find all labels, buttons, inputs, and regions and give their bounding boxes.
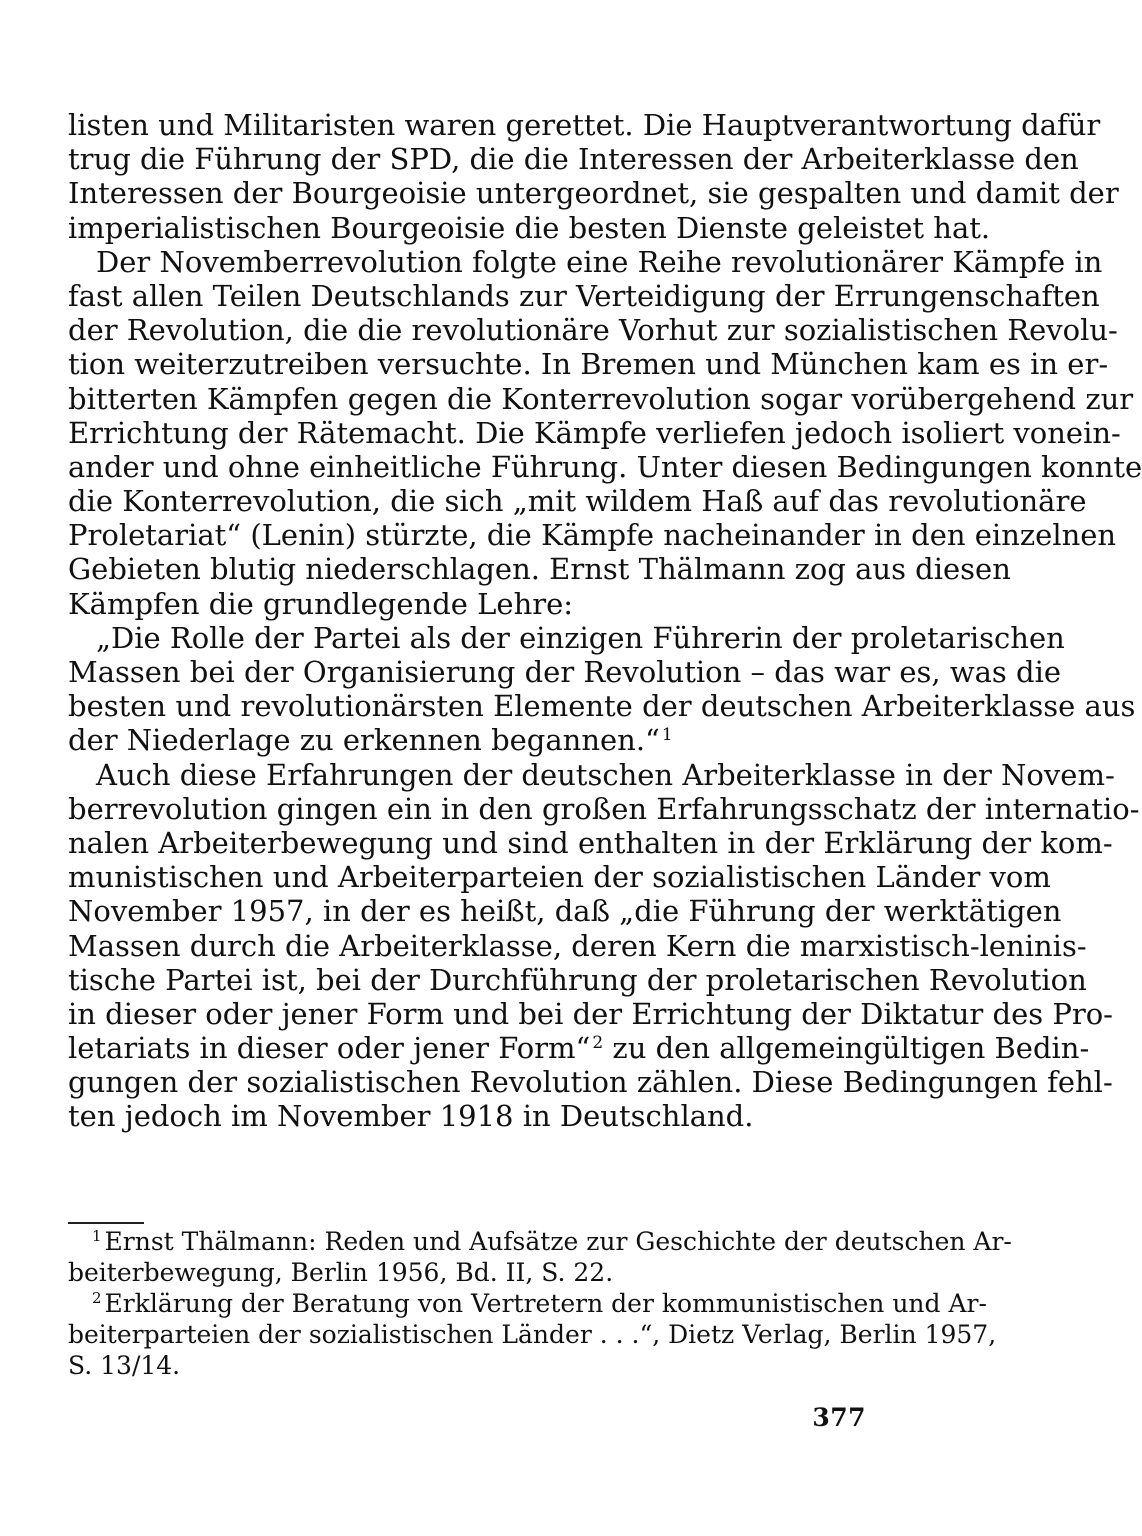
footnote-1-text: Ernst Thälmann: Reden und Aufsätze zur Geschichte der deutschen Ar- — [104, 1227, 1012, 1256]
footnote-2-line: beiterparteien der sozialistischen Länder . . .“, Dietz Verlag, Berlin 1957, — [68, 1320, 997, 1349]
quote-line-text: der Niederlage zu erkennen begannen.“ — [68, 723, 660, 758]
footnote-reference-2: 2 — [592, 1033, 604, 1054]
body-line: Kämpfen die grundlegende Lehre: — [68, 586, 574, 621]
footnote-2-line: S. 13/14. — [68, 1351, 181, 1380]
body-line — [68, 1031, 1090, 1066]
body-line: Gebieten blutig niederschlagen. Ernst Thälmann zog aus diesen — [68, 552, 1011, 587]
body-line: ander und ohne einheitliche Führung. Unter diesen Bedingungen konnte — [68, 449, 1142, 484]
body-line: Der Novemberrevolution folgte eine Reihe revolutionärer Kämpfe in — [96, 244, 1103, 279]
quote-line: besten und revolutionärsten Elemente der deutschen Arbeiterklasse aus — [68, 689, 1136, 724]
body-line-text: letariats in dieser oder jener Form“ — [68, 1031, 591, 1066]
body-line: die Konterrevolution, die sich „mit wildem Haß auf das revolutionäre — [68, 484, 1087, 519]
footnotes — [68, 1226, 1012, 1381]
body-line: nalen Arbeiterbewegung und sind enthalten in der Erklärung der kom- — [68, 825, 1113, 860]
body-line: bitterten Kämpfen gegen die Konterrevolution sogar vorübergehend zur — [68, 381, 1134, 416]
body-text — [68, 108, 1142, 1134]
footnote-reference-1: 1 — [661, 725, 673, 746]
footnote-mark-2: 2 — [92, 1289, 102, 1307]
body-line: listen und Militaristen waren gerettet. Die Hauptverantwortung dafür — [68, 108, 1101, 142]
quote-line — [68, 723, 896, 757]
body-line: Proletariat“ (Lenin) stürzte, die Kämpfe nacheinander in den einzelnen — [68, 518, 1117, 553]
footnote-2-line — [68, 1288, 987, 1319]
footnote-1-line — [68, 1226, 1012, 1257]
body-line: Massen durch die Arbeiterklasse, deren Kern die marxistisch-leninis- — [68, 928, 1087, 963]
quote-line: Massen bei der Organisierung der Revolution – das war es, was die — [68, 655, 1062, 689]
body-line: fast allen Teilen Deutschlands zur Verteidigung der Errungenschaften — [68, 278, 1100, 313]
body-line: tion weiterzutreiben versuchte. In Bremen und München kam es in er- — [68, 347, 1109, 382]
footnote-mark-1: 1 — [92, 1227, 102, 1245]
body-line: Interessen der Bourgeoisie untergeordnet, sie gespalten und damit der — [68, 176, 1119, 211]
footnote-divider — [68, 1222, 144, 1224]
body-line: in dieser oder jener Form und bei der Errichtung der Diktatur des Pro- — [68, 996, 1113, 1031]
body-line: trug die Führung der SPD, die die Interessen der Arbeiterklasse den — [68, 142, 1079, 177]
body-line: November 1957, in der es heißt, daß „die Führung der werktätigen — [68, 894, 1062, 929]
body-line: munistischen und Arbeiterparteien der sozialistischen Länder vom — [68, 860, 1051, 895]
quote-line: „Die Rolle der Partei als der einzigen Führerin der proletarischen — [96, 620, 1065, 655]
body-line: gungen der sozialistischen Revolution zählen. Diese Bedingungen fehl- — [68, 1065, 1113, 1100]
body-line: ten jedoch im November 1918 in Deutschland. — [68, 1099, 754, 1134]
body-line: der Revolution, die die revolutionäre Vorhut zur sozialistischen Revolu- — [68, 313, 1118, 348]
body-line: berrevolution gingen ein in den großen Erfahrungsschatz der internatio- — [68, 791, 1140, 826]
footnote-2-text: Erklärung der Beratung von Vertretern der kommunistischen und Ar- — [104, 1289, 987, 1318]
footnote-1-line: beiterbewegung, Berlin 1956, Bd. II, S. 22. — [68, 1258, 614, 1287]
body-line-text: zu den allgemeingültigen Bedin- — [603, 1031, 1090, 1066]
body-line: imperialistischen Bourgeoisie die besten Dienste geleistet hat. — [68, 210, 991, 245]
body-line: Errichtung der Rätemacht. Die Kämpfe verliefen jedoch isoliert vonein- — [68, 415, 1121, 450]
body-line: Auch diese Erfahrungen der deutschen Arbeiterklasse in der Novem- — [96, 757, 1115, 792]
page-number: 377 — [812, 1403, 866, 1432]
body-line: tische Partei ist, bei der Durchführung der proletarischen Revolution — [68, 962, 1087, 997]
